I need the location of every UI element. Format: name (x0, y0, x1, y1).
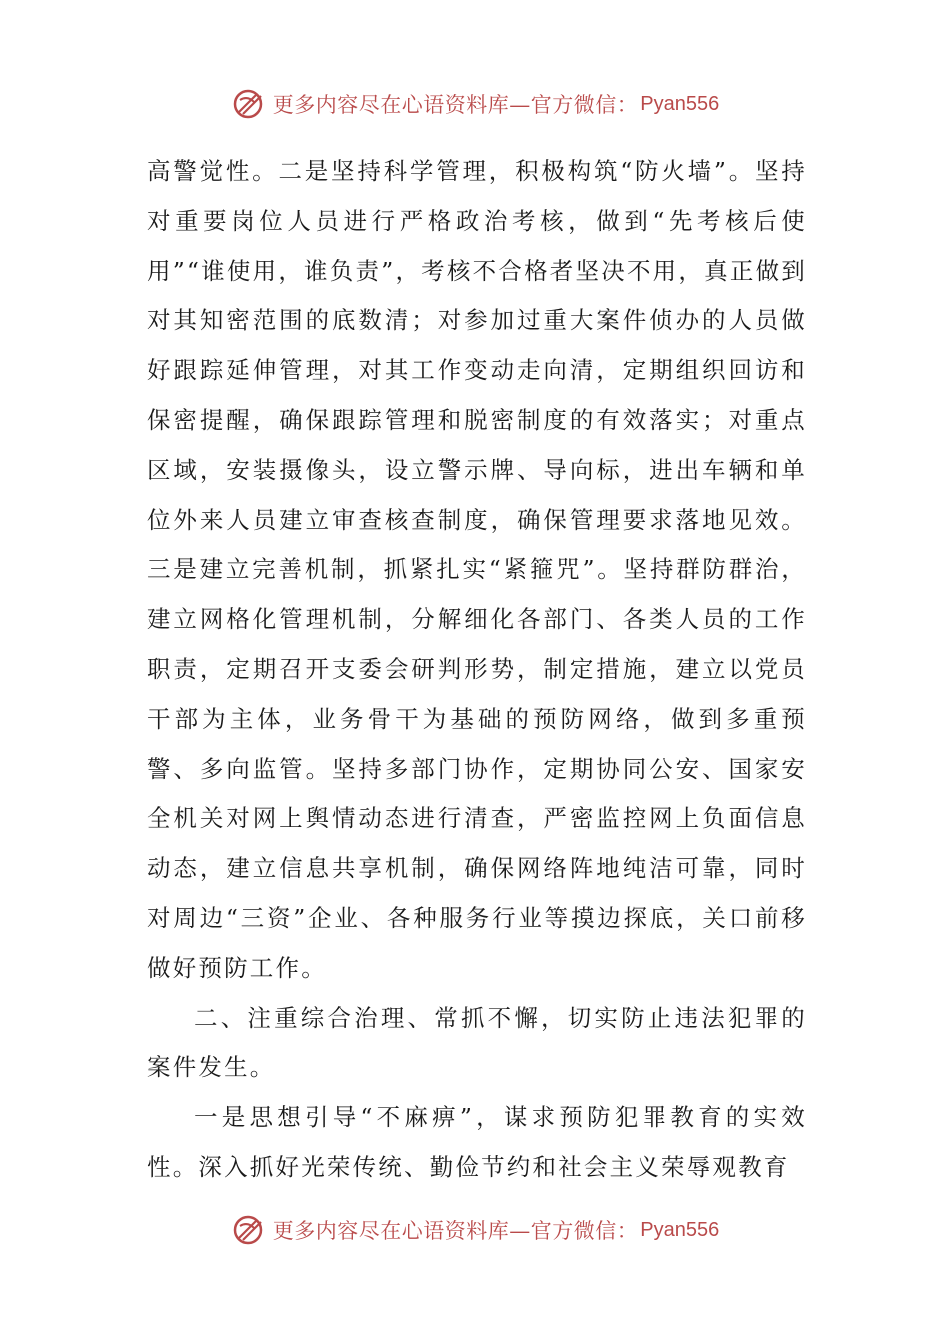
document-body (147, 147, 807, 1193)
wechat-id: Pyan556 (640, 92, 720, 115)
quill-seal-logo-icon (231, 86, 267, 122)
paragraph: 高警觉性。二是坚持科学管理，积极构筑“防火墙”。坚持对重要岗位人员进行严格政治考核，做到“先考核后使用”“谁使用，谁负责”，考核不合格者坚决不用，真正做到对其知密范围的底数清；对参加过重大案件侦办的人员做好跟踪延伸管理，对其工作变动走向清，定期组织回访和保密提醒，确保跟踪管理和脱密制度的有效落实；对重点区域，安装摄像头，设立警示牌、导向标，进出车辆和单位外来人员建立审查核查制度，确保管理要求落地见效。三是建立完善机制，抓紧扎实“紧箍咒”。坚持群防群治，建立网格化管理机制，分解细化各部门、各类人员的工作职责，定期召开支委会研判形势，制定措施，建立以党员干部为主体，业务骨干为基础的预防网络，做到多重预警、多向监管。坚持多部门协作，定期协同公安、国家安全机关对网上舆情动态进行清查，严密监控网上负面信息动态，建立信息共享机制，确保网络阵地纯洁可靠，同时对周边“三资”企业、各种服务行业等摸边探底，关口前移做好预防工作。 (147, 157, 807, 982)
quill-seal-logo-icon (231, 1212, 267, 1248)
header-watermark-banner (0, 84, 950, 124)
section-heading-paragraph: 二、注重综合治理、常抓不懈，切实防止违法犯罪的案件发生。 (147, 1003, 807, 1082)
wechat-id: Pyan556 (640, 1218, 720, 1241)
footer-watermark-banner (0, 1210, 950, 1250)
banner-text: 更多内容尽在心语资料库—官方微信： (272, 1219, 639, 1243)
paragraph: 一是思想引导“不麻痹”，谋求预防犯罪教育的实效性。深入抓好光荣传统、勤俭节约和社会主义荣辱观教育 (147, 1103, 807, 1181)
banner-text: 更多内容尽在心语资料库—官方微信： (272, 93, 639, 117)
